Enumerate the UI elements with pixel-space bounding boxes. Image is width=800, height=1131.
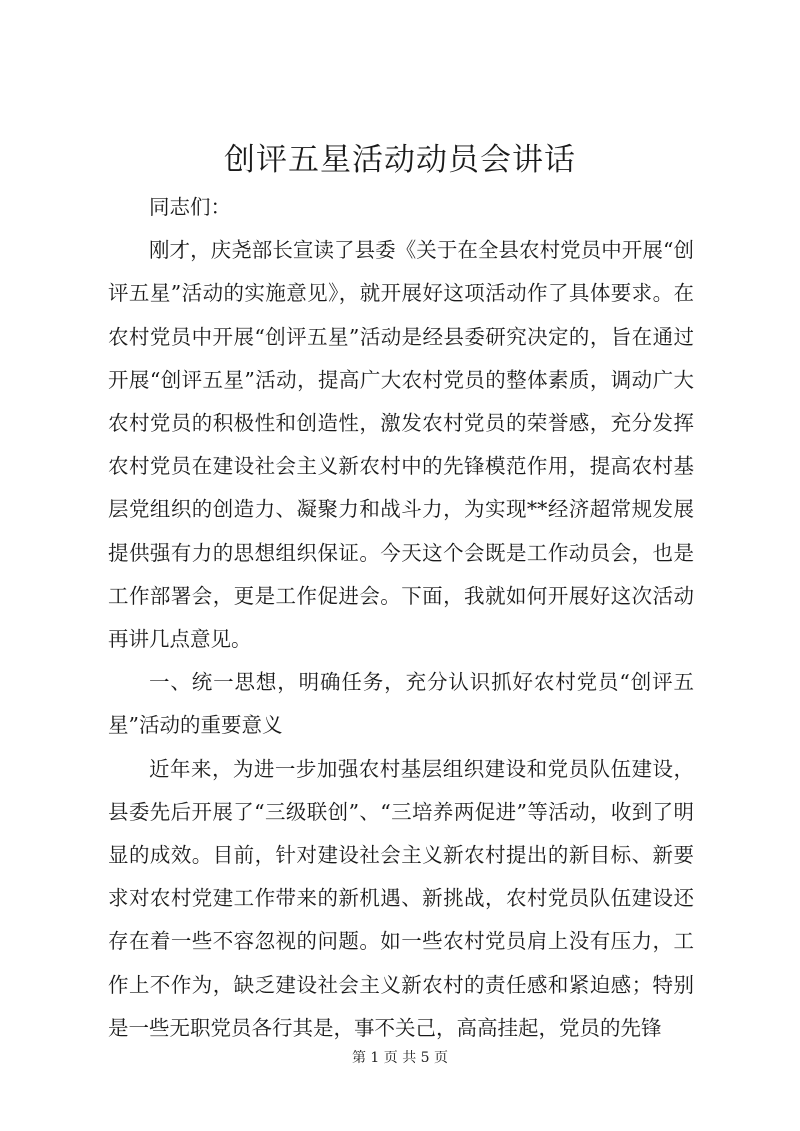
paragraph-section-1: 近年来，为进一步加强农村基层组织建设和党员队伍建设，县委先后开展了“三级联创”、“三培养两促进”等活动，收到了明显的成效。目前，针对建设社会主义新农村提出的新目标、新要求对农村党建工作带来的新机遇、新挑战，农村党员队伍建设还存在着一些不容忽视的问题。如一些农村党员肩上没有压力，工作上不作为，缺乏建设社会主义新农村的责任感和紧迫感；特别是一些无职党员各行其是，事不关己，高高挂起，党员的先锋 xyxy=(108,756,694,1040)
greeting: 同志们： xyxy=(149,195,231,219)
paragraph-intro: 刚才，庆尧部长宣读了县委《关于在全县农村党员中开展“创评五星”活动的实施意见》，就开展好这项活动作了具体要求。在农村党员中开展“创评五星”活动是经县委研究决定的，旨在通过开展“创评五星”活动，提高广大农村党员的整体素质，调动广大农村党员的积极性和创造性，激发农村党员的荣誉感，充分发挥农村党员在建设社会主义新农村中的先锋模范作用，提高农村基层党组织的创造力、凝聚力和战斗力，为实现**经济超常规发展提供强有力的思想组织保证。今天这个会既是工作动员会，也是工作部署会，更是工作促进会。下面，我就如何开展好这次活动再讲几点意见。 xyxy=(108,238,694,652)
document-title: 创评五星活动动员会讲话 xyxy=(224,142,576,178)
document-body xyxy=(108,186,694,1050)
page-footer: 第 1 页 共 5 页 xyxy=(351,1050,449,1066)
section-heading-1: 一、统一思想，明确任务，充分认识抓好农村党员“创评五星”活动的重要意义 xyxy=(108,670,694,738)
